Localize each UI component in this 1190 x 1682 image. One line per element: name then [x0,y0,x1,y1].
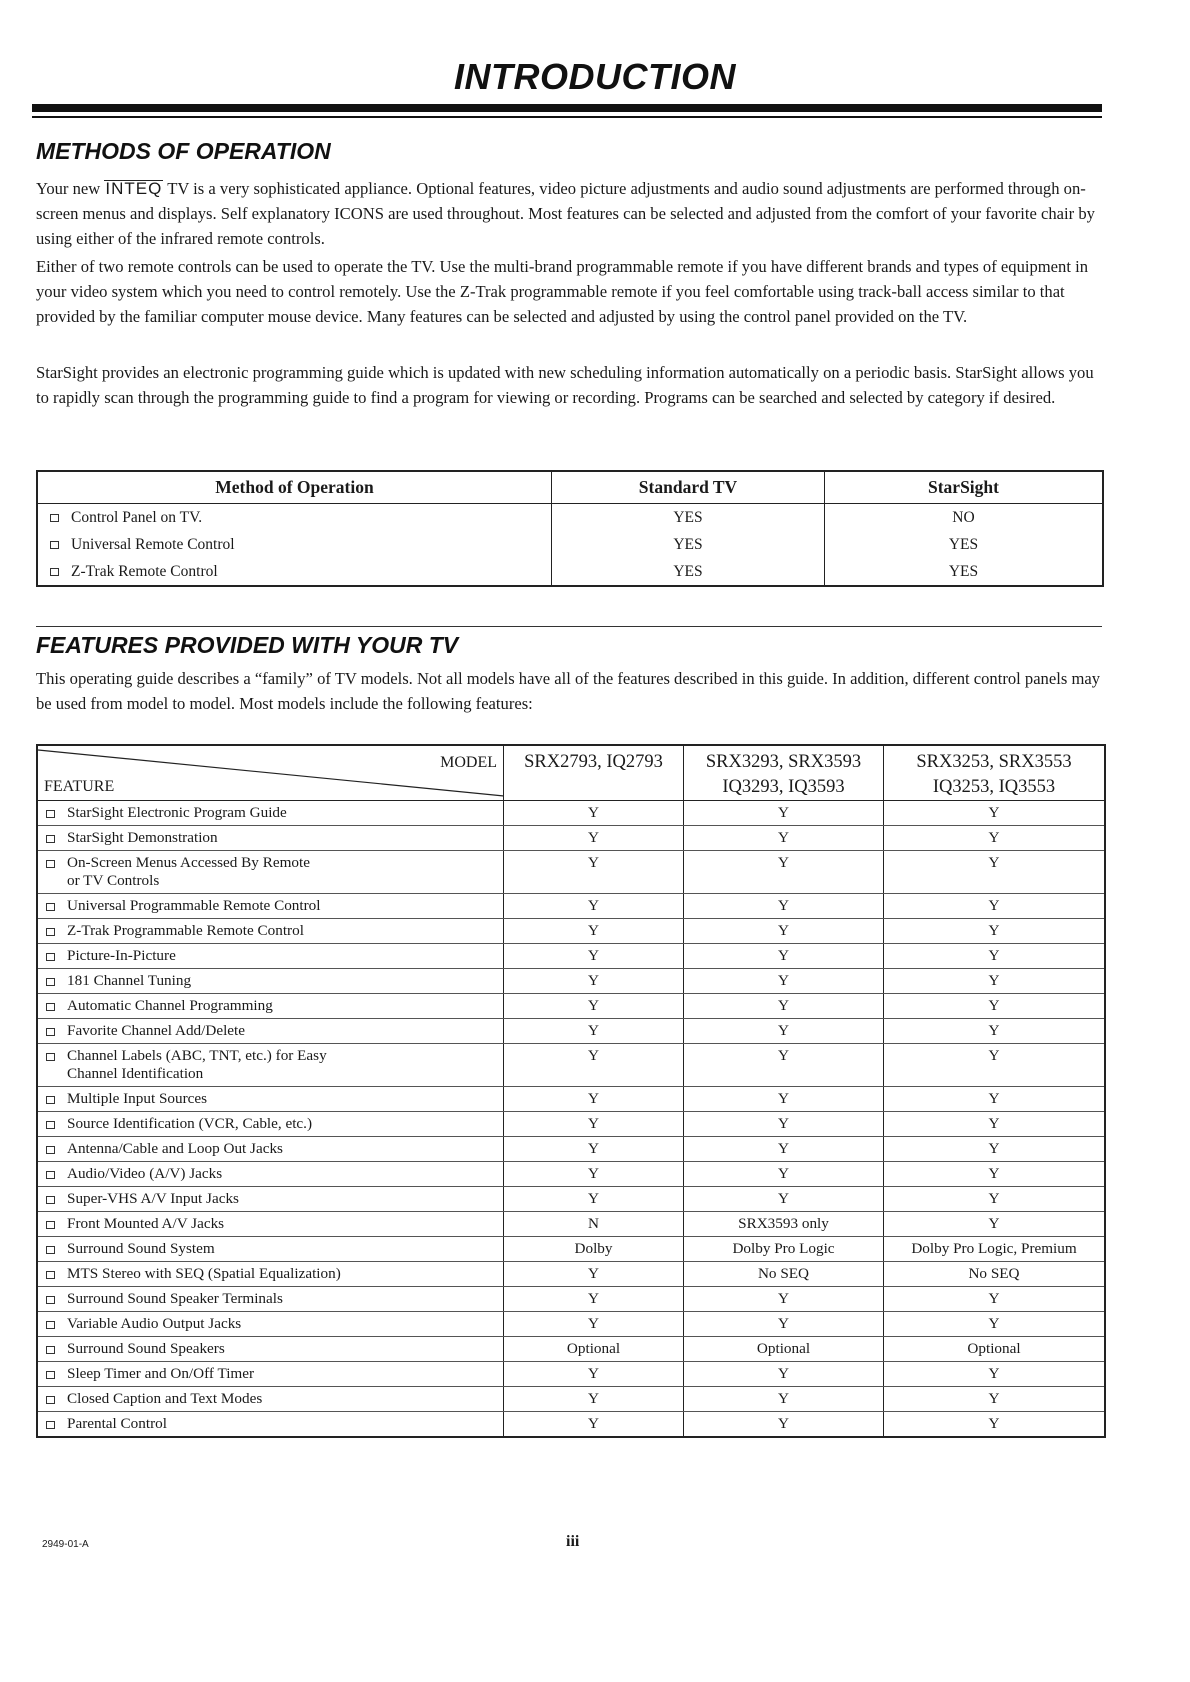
checkbox-bullet-icon [46,1396,55,1404]
value-cell: Y [504,1044,684,1086]
value-cell: Y [504,1137,684,1161]
checkbox-bullet-icon [46,1146,55,1154]
model-label: MODEL [440,754,497,771]
value-cell: Y [504,1362,684,1386]
page-title: INTRODUCTION [454,56,736,97]
table-row [38,969,1104,994]
value-cell: Y [504,1019,684,1043]
value-cell: Y [988,1390,1000,1407]
value-cell: Y [684,1112,884,1136]
value-cell: Dolby [504,1237,684,1261]
value-cell: Y [988,972,1000,989]
p1-rest: TV is a very sophisticated appliance. Optional features, video picture adjustments and audio sound adjustments are performed through on-screen menus and displays. Self explanatory ICONS are used throughout. Most features can be selected and adjusted from the comfort of your favorite chair by using either of the infrared remote controls. [36,179,1095,248]
value-cell: Y [988,1090,1000,1107]
value-cell: Y [988,947,1000,964]
value-cell: Y [988,897,1000,914]
value-cell: Y [504,1262,684,1286]
title-rule-thin [32,116,1102,118]
value-cell: Y [988,1190,1000,1207]
value-cell: Y [988,1115,1000,1132]
value-cell: N [504,1212,684,1236]
value-cell: Y [988,1022,1000,1039]
table-row [38,1262,1104,1287]
table-row [38,1137,1104,1162]
value-cell: Y [504,801,684,825]
table-row [38,1212,1104,1237]
checkbox-bullet-icon [46,953,55,961]
value-cell: Y [988,854,1000,871]
value-cell: Y [684,994,884,1018]
value-cell: Y [504,1087,684,1111]
checkbox-bullet-icon [46,978,55,986]
value-cell: Y [684,919,884,943]
table-row [38,826,1104,851]
value-cell: Y [504,944,684,968]
section-divider [36,626,1102,627]
feature-cell: MTS Stereo with SEQ (Spatial Equalization) [38,1262,504,1286]
feature-cell: 181 Channel Tuning [38,969,504,993]
inteq-logo: INTEQ [105,179,163,198]
value-cell: Y [504,1162,684,1186]
features-table-body [38,801,1104,1436]
feature-cell: Multiple Input Sources [38,1087,504,1111]
model-column-3: SRX3253, SRX3553 IQ3253, IQ3553 [916,752,1072,797]
feature-cell: Universal Programmable Remote Control [38,894,504,918]
feature-cell: Antenna/Cable and Loop Out Jacks [38,1137,504,1161]
value-cell: Y [684,969,884,993]
checkbox-bullet-icon [46,1028,55,1036]
value-cell: Y [504,1312,684,1336]
methods-paragraph-2: Either of two remote controls can be used to operate the TV. Use the multi-brand programmable remote if you have different brands and types of equipment in your video system which you need to control remotely. Use the Z-Trak programmable remote if you feel comfortable using track-ball access similar to that provided by the familiar computer mouse device. Many features can be selected and adjusted by using the control panel provided on the TV. [36,257,1089,326]
value-cell: Y [988,1365,1000,1382]
table-row [38,1187,1104,1212]
feature-cell: Favorite Channel Add/Delete [38,1019,504,1043]
checkbox-bullet-icon [46,1421,55,1429]
value-cell: Y [684,801,884,825]
value-cell: Y [684,1287,884,1311]
value-cell: Y [988,1290,1000,1307]
methods-paragraph-3: StarSight provides an electronic programming guide which is updated with new scheduling information automatically on a periodic basis. StarSight allows you to rapidly scan through the programming guide to find a program for viewing or recording. Programs can be searched and selected by category if desired. [36,363,1094,407]
feature-label: FEATURE [44,778,115,795]
checkbox-bullet-icon [46,860,55,868]
checkbox-bullet-icon [50,514,59,522]
value-cell: Y [504,826,684,850]
feature-cell: Channel Labels (ABC, TNT, etc.) for Easy Channel Identification [38,1044,504,1086]
header-corner-cell [38,746,504,800]
feature-cell: Sleep Timer and On/Off Timer [38,1362,504,1386]
table-row [38,1412,1104,1436]
table-row: Control Panel on TV. YES NO [38,504,1102,531]
value-cell: Y [684,1137,884,1161]
header-method: Method of Operation [38,472,552,503]
value-cell: Y [504,851,684,893]
features-paragraph: This operating guide describes a “family” of TV models. Not all models have all of the features described in this guide. In addition, different control panels may be used from model to model. Most models include the following features: [36,669,1101,713]
value-cell: Y [684,944,884,968]
value-cell: Y [684,1412,884,1436]
value-cell: Y [684,1362,884,1386]
features-table [36,744,1106,1438]
value-cell: Y [684,1044,884,1086]
checkbox-bullet-icon [46,1003,55,1011]
table-row: Z-Trak Remote Control YES YES [38,558,1102,585]
title-rule-thick [32,104,1102,112]
table-row [38,1287,1104,1312]
checkbox-bullet-icon [46,1371,55,1379]
value-cell: Y [988,804,1000,821]
value-cell: Y [684,1019,884,1043]
model-column-1: SRX2793, IQ2793 [504,746,684,800]
value-cell: Optional [684,1337,884,1361]
checkbox-bullet-icon [46,1296,55,1304]
checkbox-bullet-icon [46,810,55,818]
value-cell: Y [684,826,884,850]
feature-cell: StarSight Demonstration [38,826,504,850]
header-starsight: StarSight [928,477,999,497]
methods-table [36,470,1104,587]
value-cell: Y [504,1112,684,1136]
checkbox-bullet-icon [46,1121,55,1129]
value-cell: No SEQ [968,1265,1020,1282]
table-row [38,1387,1104,1412]
table-row [38,1112,1104,1137]
methods-paragraph-1 [36,176,1100,251]
table-row [38,1087,1104,1112]
value-cell: Y [684,1162,884,1186]
feature-cell: Source Identification (VCR, Cable, etc.) [38,1112,504,1136]
checkbox-bullet-icon [46,1321,55,1329]
feature-cell: StarSight Electronic Program Guide [38,801,504,825]
value-cell: Y [504,1187,684,1211]
table-row [38,1019,1104,1044]
table-row [38,944,1104,969]
feature-cell: Parental Control [38,1412,504,1436]
methods-heading: METHODS OF OPERATION [36,138,331,164]
feature-cell: Surround Sound Speaker Terminals [38,1287,504,1311]
feature-cell: Super-VHS A/V Input Jacks [38,1187,504,1211]
table-row [38,1237,1104,1262]
value-cell: Y [504,1287,684,1311]
methods-table-header [38,472,1102,504]
table-row [38,1312,1104,1337]
value-cell: SRX3593 only [684,1212,884,1236]
feature-cell: Surround Sound Speakers [38,1337,504,1361]
table-row [38,1044,1104,1087]
value-cell: Y [504,1412,684,1436]
checkbox-bullet-icon [46,1246,55,1254]
value-cell: Y [988,997,1000,1014]
feature-cell: Z-Trak Programmable Remote Control [38,919,504,943]
table-row [38,1362,1104,1387]
value-cell: Y [684,894,884,918]
value-cell: Y [988,1415,1000,1432]
value-cell: No SEQ [684,1262,884,1286]
document-code: 2949-01-A [42,1539,89,1550]
feature-cell: Surround Sound System [38,1237,504,1261]
value-cell: Y [684,851,884,893]
value-cell: Y [988,1047,1000,1064]
feature-cell: Automatic Channel Programming [38,994,504,1018]
table-row [38,919,1104,944]
feature-cell: Audio/Video (A/V) Jacks [38,1162,504,1186]
value-cell: Y [504,894,684,918]
feature-cell: Picture-In-Picture [38,944,504,968]
value-cell: Dolby Pro Logic, Premium [911,1240,1077,1257]
value-cell: Y [988,1140,1000,1157]
value-cell: Y [988,1165,1000,1182]
checkbox-bullet-icon [50,541,59,549]
table-row: Universal Remote Control YES YES [38,531,1102,558]
value-cell: Y [988,829,1000,846]
value-cell: Y [988,922,1000,939]
model-column-2: SRX3293, SRX3593 IQ3293, IQ3593 [684,746,884,800]
page-number: iii [566,1533,580,1550]
features-table-header [38,746,1104,801]
checkbox-bullet-icon [46,928,55,936]
value-cell: Y [684,1087,884,1111]
value-cell: Y [504,969,684,993]
table-row [38,801,1104,826]
checkbox-bullet-icon [46,1196,55,1204]
value-cell: Optional [967,1340,1021,1357]
value-cell: Y [988,1315,1000,1332]
value-cell: Y [684,1312,884,1336]
value-cell: Y [504,1387,684,1411]
table-row [38,994,1104,1019]
value-cell: Y [684,1187,884,1211]
checkbox-bullet-icon [46,1171,55,1179]
value-cell: Y [504,919,684,943]
checkbox-bullet-icon [46,1053,55,1061]
checkbox-bullet-icon [46,1271,55,1279]
feature-cell: Front Mounted A/V Jacks [38,1212,504,1236]
checkbox-bullet-icon [50,568,59,576]
feature-cell: On-Screen Menus Accessed By Remote or TV Controls [38,851,504,893]
value-cell: Y [504,994,684,1018]
table-row [38,1337,1104,1362]
table-row [38,894,1104,919]
checkbox-bullet-icon [46,1221,55,1229]
checkbox-bullet-icon [46,1346,55,1354]
checkbox-bullet-icon [46,903,55,911]
p1-prefix: Your new [36,179,101,198]
features-heading: FEATURES PROVIDED WITH YOUR TV [36,632,459,658]
table-row [38,851,1104,894]
header-standard-tv: Standard TV [552,472,825,503]
checkbox-bullet-icon [46,1096,55,1104]
table-row [38,1162,1104,1187]
value-cell: Dolby Pro Logic [684,1237,884,1261]
checkbox-bullet-icon [46,835,55,843]
value-cell: Y [684,1387,884,1411]
value-cell: Optional [504,1337,684,1361]
feature-cell: Variable Audio Output Jacks [38,1312,504,1336]
value-cell: Y [988,1215,1000,1232]
feature-cell: Closed Caption and Text Modes [38,1387,504,1411]
